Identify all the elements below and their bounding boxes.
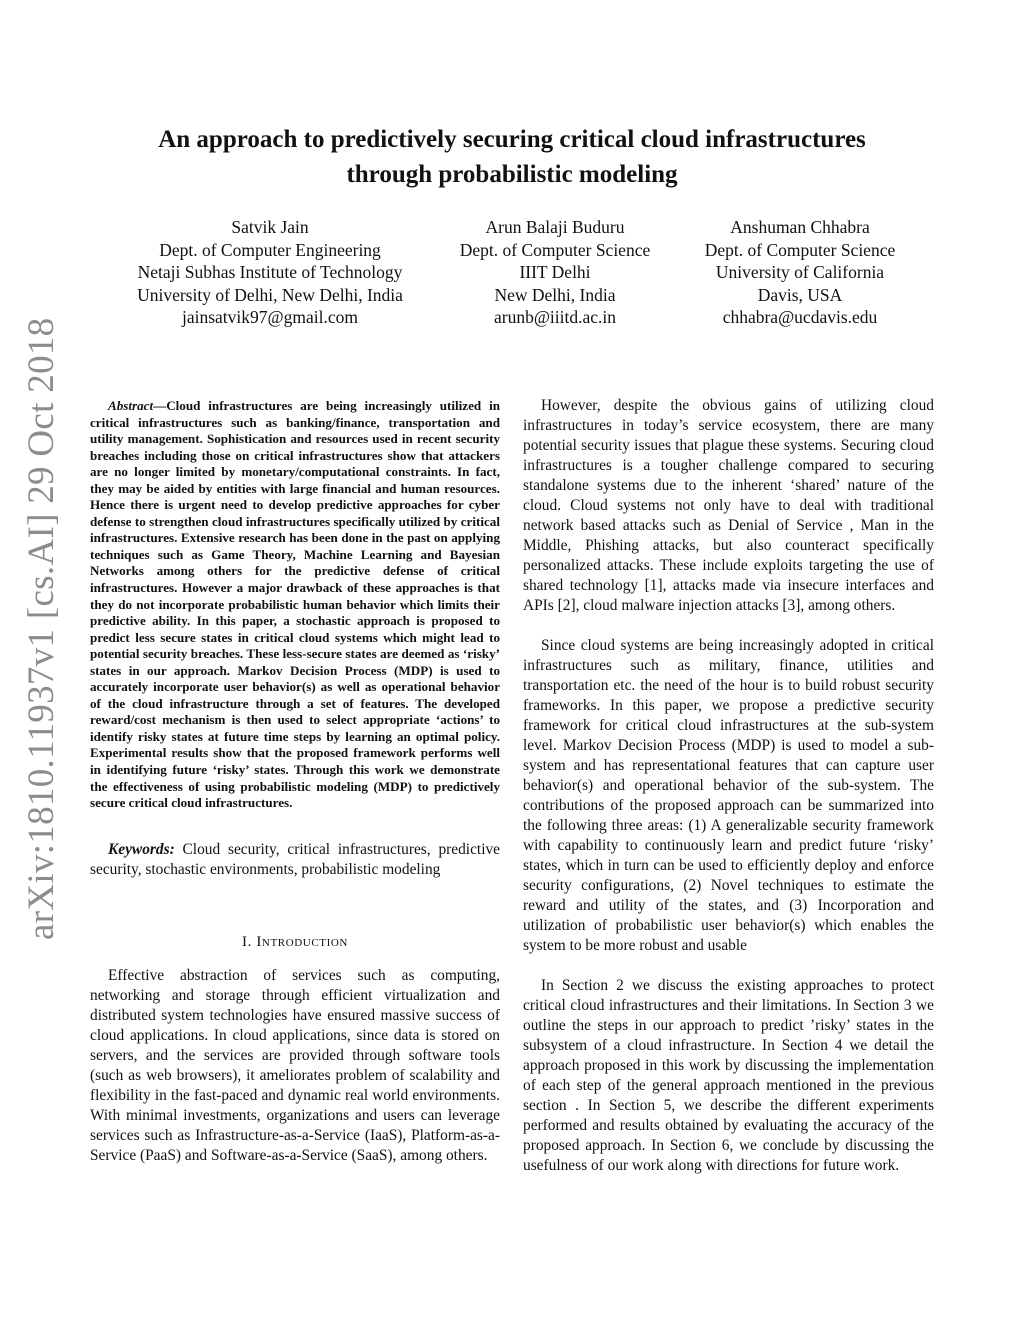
paper-title-line-2: through probabilistic modeling bbox=[346, 161, 678, 188]
author-dept: Dept. of Computer Engineering bbox=[159, 239, 381, 260]
keywords-label: Keywords: bbox=[108, 840, 175, 858]
keywords bbox=[90, 840, 500, 880]
arxiv-stamp: arXiv:1810.11937v1 [cs.AI] 29 Oct 2018 bbox=[21, 317, 62, 940]
author-email: chhabra@ucdavis.edu bbox=[722, 307, 878, 327]
paper-title bbox=[60, 122, 964, 192]
author-1 bbox=[90, 216, 450, 329]
author-location: University of Delhi, New Delhi, India bbox=[137, 284, 403, 305]
section-heading-text: I. Introduction bbox=[242, 933, 348, 950]
author-name: Arun Balaji Buduru bbox=[485, 217, 625, 237]
author-institution: Netaji Subhas Institute of Technology bbox=[137, 262, 403, 282]
section-heading-introduction bbox=[90, 932, 500, 952]
author-dept: Dept. of Computer Science bbox=[459, 239, 651, 260]
abstract-text: Cloud infrastructures are being increasingly utilized in critical infrastructures such as banking/finance, transportation and utility management. Sophistication and resources used in recent security breaches including those on critical infrastructures show that attackers are no longer limited by monetary/computational constraints. In fact, they may be aided by entities with large financial and human resources. Hence there is urgent need to develop predictive approaches for cyber defense to strengthen cloud infrastructures specifically utilized by critical infrastructures. Extensive research has been done in the past on applying techniques such as Game Theory, Machine Learning and Bayesian Networks among others for the predictive defense of critical infrastructures. However a major drawback of these approaches is that they do not incorporate probabilistic human behavior which limits their predictive ability. In this paper, a stochastic approach is proposed to predict less secure states in critical cloud systems which might lead to potential security breaches. These less-secure states are deemed as ‘risky’ states in our approach. Markov Decision Process (MDP) is used to accurately incorporate user behavior(s) as well as operational behavior of the cloud infrastructure through a set of features. The developed reward/cost mechanism is then used to select appropriate ‘actions’ to identify risky states at future time steps by learning an optimal policy. Experimental results show that the proposed framework performs well in identifying future ‘risky’ states. Through this work we demonstrate the effectiveness of using probabilistic modeling (MDP) to predictively secure critical cloud infrastructures. bbox=[90, 398, 500, 811]
author-location: Davis, USA bbox=[757, 284, 843, 305]
left-column bbox=[90, 398, 500, 1166]
author-block bbox=[0, 216, 1024, 336]
author-name: Anshuman Chhabra bbox=[730, 217, 870, 237]
author-3 bbox=[660, 216, 940, 329]
author-dept: Dept. of Computer Science bbox=[704, 239, 896, 260]
abstract bbox=[90, 398, 500, 812]
author-institution: University of California bbox=[715, 262, 885, 282]
intro-paragraph-2: However, despite the obvious gains of utilizing cloud infrastructures in today’s service ecosystem, there are many potential security issues that plague these systems. Securing cloud infrastructures is a tougher challenge compared to securing standalone systems due to the inherent ‘shared’ nature of the cloud. Cloud systems not only have to deal with traditional network based attacks such as Denial of Service , Man in the Middle, Phishing attacks, but also counteract specifically personalized attacks. These include exploits targeting the use of shared technology [1], attacks made via insecure interfaces and APIs [2], cloud malware injection attacks [3], among others. bbox=[523, 397, 934, 614]
abstract-dash: — bbox=[153, 398, 167, 413]
paper-title-line-1: An approach to predictively securing critical cloud infrastructures bbox=[158, 126, 866, 153]
author-name: Satvik Jain bbox=[231, 217, 309, 237]
author-email: jainsatvik97@gmail.com bbox=[181, 307, 359, 327]
author-location: New Delhi, India bbox=[494, 284, 616, 305]
intro-paragraph-3: Since cloud systems are being increasingly adopted in critical infrastructures such as military, finance, utilities and transportation etc. the need of the hour is to build robust security frameworks. In this paper, we propose a predictive security framework for critical cloud infrastructures at the sub-system level. Markov Decision Process (MDP) is used to model a sub-system and has representational features that can capture user behavior(s) and operational behavior of the sub-system. The contributions of the proposed approach can be summarized into the following three areas: (1) A generalizable security framework with capability to continuously learn and predict future ‘risky’ states, which in turn can be used to efficiently deploy and enforce security configurations, (2) Novel techniques to estimate the reward and utility of the states, and (3) Incorporation and utilization of probabilistic user behavior(s) which enables the system to be more robust and usable bbox=[523, 637, 934, 954]
keywords-text: Cloud security, critical infrastructures, predictive security, stochastic environments, probabilistic modeling bbox=[90, 840, 500, 878]
author-email: arunb@iiitd.ac.in bbox=[493, 307, 617, 327]
intro-paragraph-4: In Section 2 we discuss the existing approaches to protect critical cloud infrastructures and their limitations. In Section 3 we outline the steps in our approach to predict ’risky’ states in the subsystem of a cloud infrastructure. In Section 4 we detail the approach proposed in this work by discussing the implementation of each step of the general approach mentioned in the previous section . In Section 5, we describe the different experiments performed and results obtained by evaluating the accuracy of the proposed approach. In Section 6, we conclude by discussing the usefulness of our work along with directions for future work. bbox=[523, 977, 934, 1174]
right-column bbox=[523, 396, 934, 1176]
abstract-label: Abstract bbox=[108, 398, 154, 413]
intro-paragraph-1: Effective abstraction of services such as computing, networking and storage through efficient virtualization and distributed system technologies have ensured massive success of cloud applications. In cloud applications, since data is stored on servers, and the services are provided through software tools (such as web browsers), it ameliorates problem of scalability and flexibility in the fast-paced and dynamic real world environments. With minimal investments, organizations and users can leverage services such as Infrastructure-as-a-Service (IaaS), Platform-as-a-Service (PaaS) and Software-as-a-Service (SaaS), among others. bbox=[90, 966, 500, 1164]
author-institution: IIIT Delhi bbox=[519, 262, 591, 282]
